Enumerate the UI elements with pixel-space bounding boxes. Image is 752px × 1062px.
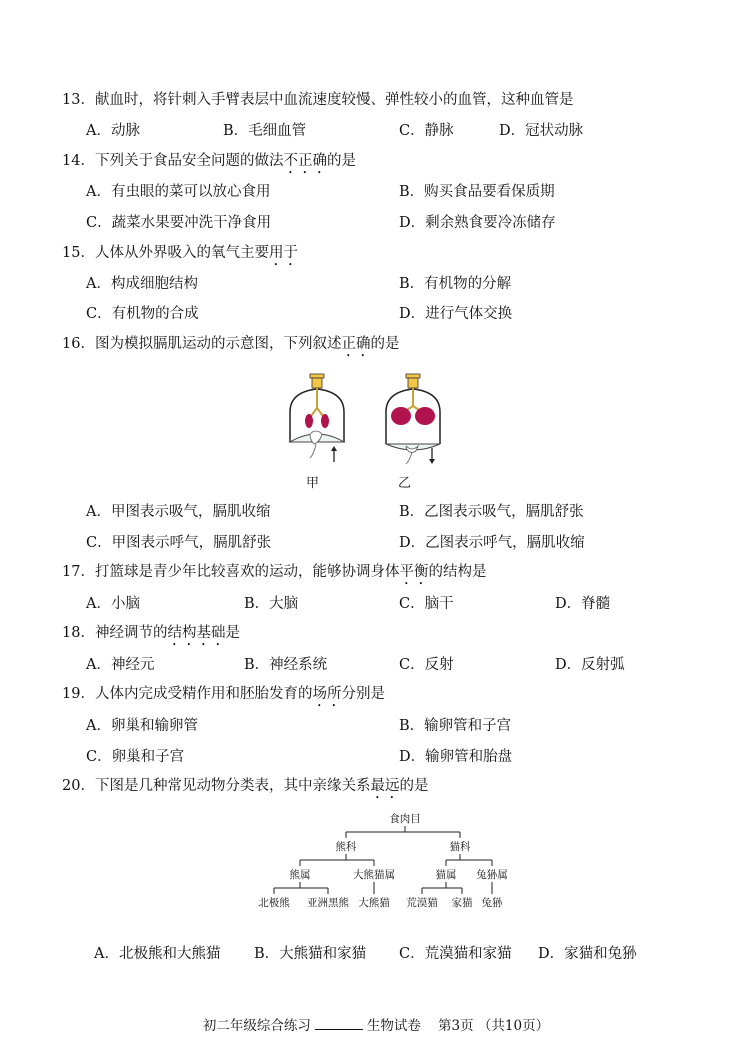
q14-option-b: B．购买食品要看保质期 — [399, 184, 555, 200]
balloon-right — [321, 414, 329, 428]
question-13-stem: 13．献血时，将针刺入手臂表层中血流速度较慢、弹性较小的血管，这种血管是 — [62, 92, 574, 108]
tree-order: 食肉目 — [389, 813, 421, 825]
footer-blank-line — [315, 1017, 363, 1030]
diaphragm-model-figure — [280, 372, 460, 488]
q13-option-b: B．毛细血管 — [223, 123, 307, 139]
q15-option-c: C．有机物的合成 — [86, 306, 199, 322]
q17-option-b: B．大脑 — [244, 596, 299, 612]
q19-option-c: C．卵巢和子宫 — [86, 749, 185, 765]
q17-option-c: C．脑干 — [399, 596, 454, 612]
emphasis-text: 平衡 — [399, 564, 429, 580]
q20-option-a: A．北极熊和大熊猫 — [94, 946, 221, 962]
tree-genus-otocolobus: 兔狲属 — [476, 869, 508, 881]
q18-option-c: C．反射 — [399, 657, 454, 673]
q19-option-b: B．输卵管和子宫 — [399, 718, 512, 734]
q14-option-a: A．有虫眼的菜可以放心食用 — [86, 184, 271, 200]
question-20-stem: 20．下图是几种常见动物分类表，其中亲缘关系最远的是 — [62, 778, 429, 794]
question-19-stem: 19．人体内完成受精作用和胚胎发育的场所分别是 — [62, 686, 385, 702]
q15-option-d: D．进行气体交换 — [399, 306, 513, 322]
q16-option-c: C．甲图表示呼气，膈肌舒张 — [86, 535, 272, 551]
page-footer — [0, 1014, 752, 1034]
tree-genus-ailuropoda: 大熊猫属 — [353, 869, 395, 881]
balloon-left — [391, 407, 411, 425]
emphasis-text: 正确 — [341, 336, 371, 352]
footer-right: 生物试卷 第3页 （共10页） — [366, 1018, 550, 1034]
q19-option-d: D．输卵管和胎盘 — [399, 749, 513, 765]
question-14-stem: 14．下列关于食品安全问题的做法不正确的是 — [62, 153, 356, 169]
question-18-stem: 18．神经调节的结构基础是 — [62, 625, 240, 641]
emphasis-text: 场所 — [312, 686, 342, 702]
q19-option-a: A．卵巢和输卵管 — [86, 718, 198, 734]
tree-species-giant-panda: 大熊猫 — [358, 897, 390, 909]
tree-species-asian-black-bear: 亚洲黑熊 — [307, 897, 349, 909]
tree-species-pallas-cat: 兔狲 — [481, 897, 503, 909]
tree-family-cat: 猫科 — [449, 841, 471, 853]
q20-option-c: C．荒漠猫和家猫 — [399, 946, 512, 962]
q20-option-b: B．大熊猫和家猫 — [254, 946, 367, 962]
q16-option-b: B．乙图表示吸气，膈肌舒张 — [399, 504, 584, 520]
q15-option-b: B．有机物的分解 — [399, 276, 512, 292]
classification-tree-diagram — [250, 808, 520, 920]
q18-option-b: B．神经系统 — [244, 657, 328, 673]
question-15-stem: 15．人体从外界吸入的氧气主要用于 — [62, 245, 298, 261]
q20-option-d: D．家猫和兔狲 — [538, 946, 637, 962]
emphasis-text: 用于 — [268, 245, 298, 261]
tree-family-bear: 熊科 — [335, 841, 357, 853]
tree-species-polar-bear: 北极熊 — [258, 897, 290, 909]
question-17-stem: 17．打篮球是青少年比较喜欢的运动，能够协调身体平衡的结构是 — [62, 564, 487, 580]
q17-option-a: A．小脑 — [86, 596, 140, 612]
tree-genus-ursus: 熊属 — [289, 869, 311, 881]
emphasis-text: 结构基础 — [167, 625, 226, 641]
jar-yi — [386, 374, 440, 464]
jar-jia — [290, 374, 344, 462]
q15-option-a: A．构成细胞结构 — [86, 276, 198, 292]
q17-option-d: D．脊髓 — [555, 596, 611, 612]
q16-option-a: A．甲图表示吸气，膈肌收缩 — [86, 504, 271, 520]
balloon-left — [305, 414, 313, 428]
emphasis-text: 不正确 — [283, 153, 327, 169]
footer-left: 初二年级综合练习 — [202, 1018, 311, 1034]
q13-option-d: D．冠状动脉 — [499, 123, 584, 139]
q16-option-d: D．乙图表示呼气，膈肌收缩 — [399, 535, 585, 551]
q18-option-a: A．神经元 — [86, 657, 155, 673]
q13-option-a: A．动脉 — [86, 123, 140, 139]
question-16-stem: 16．图为模拟膈肌运动的示意图，下列叙述正确的是 — [62, 336, 400, 352]
figure-label-yi: 乙 — [398, 476, 412, 491]
tree-genus-felis: 猫属 — [435, 869, 457, 881]
tree-species-domestic-cat: 家猫 — [451, 897, 473, 909]
q14-option-d: D．剩余熟食要冷冻储存 — [399, 215, 556, 231]
q13-option-c: C．静脉 — [399, 123, 454, 139]
balloon-right — [415, 407, 435, 425]
q14-option-c: C．蔬菜水果要冲洗干净食用 — [86, 215, 272, 231]
figure-label-jia: 甲 — [306, 476, 320, 491]
tree-species-desert-cat: 荒漠猫 — [406, 897, 438, 909]
emphasis-text: 最远 — [370, 778, 400, 794]
q18-option-d: D．反射弧 — [555, 657, 625, 673]
